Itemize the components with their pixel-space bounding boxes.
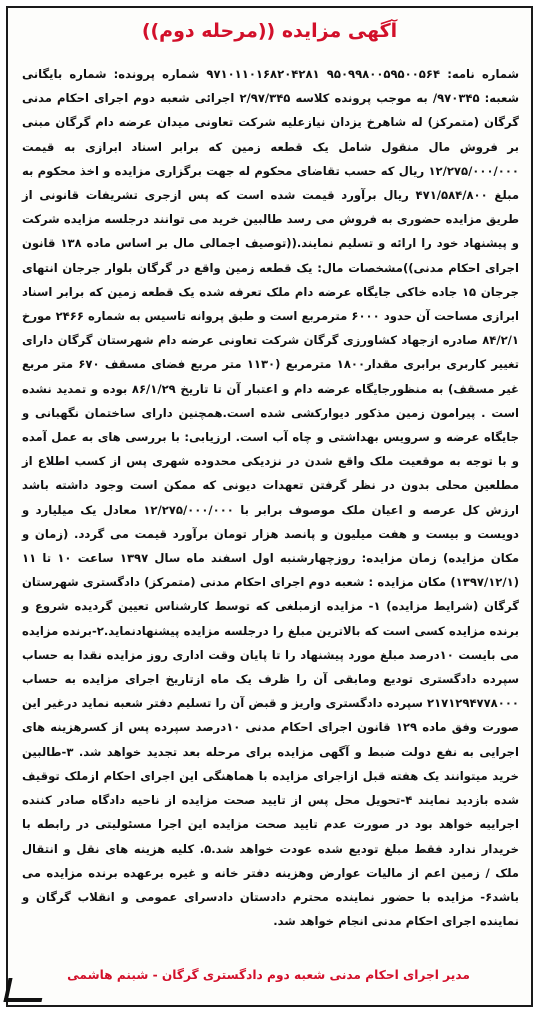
notice-title: آگهی مزایده ((مرحله دوم)) xyxy=(141,20,398,42)
notice-body: شماره نامه: ۹۵۰۹۹۸۰۰۵۹۵۰۰۵۶۴ ۹۷۱۰۱۱۰۱۶۸۲۰۴۲۸۱ شماره پرونده: شماره بایگانی شعبه: ۹۷۰۳۴۵/ به موجب پرونده کلاسه ۲/۹۷/۳۴۵ اجرائی شعبه دوم اجرای احکام مدنی گرگان (متمرکز) له شاهرخ یزدان نیازعلیه شرکت تعاونی میدان عرضه دام گرگان مبنی بر فروش مال منقول شامل یک قطعه زمین که برابر اسناد ابرازی به قیمت ۱۲/۲۷۵/۰۰۰/۰۰۰ ریال که حسب تقاضای محکوم له جهت برگزاری مزایده و اخذ محکوم به مبلغ ۴۷۱/۵۸۴/۸۰۰ ریال برآورد قیمت شده است که پس ازجری تشریفات قانونی از طریق مزایده حضوری به فروش می رسد طالبین خرید می توانند درجلسه مزایده شرکت و پیشنهاد خود را ارائه و تسلیم نمایند.((توصیف اجمالی مال بر اساس ماده ۱۳۸ قانون اجرای احکام مدنی))مشخصات مال: یک قطعه زمین واقع در گرگان بلوار جرجان انتهای جرجان ۱۵ جاده خاکی جایگاه عرضه دام ملک تعرفه شده یک قطعه زمین که برابر اسناد ابرازی مساحت آن حدود ۶۰۰۰ مترمربع است و طبق پروانه تاسیس به شماره ۲۴۶۶ مورخ ۸۴/۲/۱ صادره ازجهاد کشاورزی گرگان شرکت تعاونی عرضه دام شهرستان گرگان دارای تغییر کاربری برابری مقدار۱۸۰۰ مترمربع (۱۱۳۰ متر مربع فضای مسقف ۶۷۰ متر مربع غیر مسقف) به منظورجایگاه عرضه دام و اعتبار آن تا تاریخ ۸۶/۱/۲۹ بوده و تمدید نشده است . پیرامون زمین مذکور دیوارکشی شده است.همچنین دارای ساختمان نگهبانی و جایگاه عرضه و سرویس بهداشتی و چاه آب است. ارزیابی: با بررسی های به عمل آمده و با توجه به موقعیت ملک واقع شدن در نزدیکی محدوده شهری پس از کسب اطلاع از مطلعین محلی بدون در نظر گرفتن تعهدات دیونی که ممکن است وجود داشته باشد ارزش کل عرصه و اعیان ملک موصوف برابر با ۱۲/۲۷۵/۰۰۰/۰۰۰ معادل یک میلیارد و دویست و بیست و هفت میلیون و پانصد هزار تومان برآورد قیمت می گردد. (زمان و مکان مزایده) زمان مزایده: روزچهارشنبه اول اسفند ماه سال ۱۳۹۷ ساعت ۱۰ تا ۱۱ (۱۳۹۷/۱۲/۱) مکان مزایده : شعبه دوم اجرای احکام مدنی (متمرکز) دادگستری شهرستان گرگان (شرایط مزایده) ۱- مزایده ازمبلغی که توسط کارشناس تعیین گردیده شروع و برنده مزایده کسی است که بالاترین مبلغ را درجلسه مزایده پیشنهادنماید.۲-برنده مزایده می بایست ۱۰درصد مبلغ مورد پیشنهاد را تا پایان وقت اداری روز مزایده نقدا به حساب سپرده دادگستری تودیع ومابقی آن را ظرف یک ماه ازتاریخ اجرای مزایده به حساب ۲۱۷۱۲۹۴۷۷۸۰۰۰ سپرده دادگستری واریز و قبض آن را تسلیم دفتر شعبه نماید درغیر این صورت وفق ماده ۱۲۹ قانون اجرای احکام مدنی ۱۰درصد سپرده پس از کسرهزینه های اجرایی به نفع دولت ضبط و آگهی مزایده برای مرحله بعد تجدید خواهد شد. ۳-طالبین خرید میتوانند یک هفته قبل ازاجرای مزایده با هماهنگی این اجرای احکام ازملک توقیف شده بازدید نمایند ۴-تحویل محل پس از تایید صحت مزایده از ناحیه دادگاه صادر کننده اجراییه خواهد بود در صورت عدم تایید صحت مزایده این اجرا مسئولیتی در رابطه با خریدار ندارد فقط مبلغ تودیع شده عودت خواهد شد.۵. کلیه هزینه های نقل و انتقال ملک / زمین اعم از مالیات عوارض وهزینه دفتر خانه و غیره برعهده برنده مزایده می باشد۶- مزایده با حضور نماینده محترم دادستان دادسرای عمومی و انقلاب گرگان و نماینده اجرای احکام مدنی انجام خواهد شد. xyxy=(22,67,520,929)
stamp-fragment-icon xyxy=(3,978,46,1002)
notice-signature: مدیر اجرای احکام مدنی شعبه دوم دادگستری گرگان - شبنم هاشمی xyxy=(67,968,470,982)
notice-frame xyxy=(6,6,533,1007)
